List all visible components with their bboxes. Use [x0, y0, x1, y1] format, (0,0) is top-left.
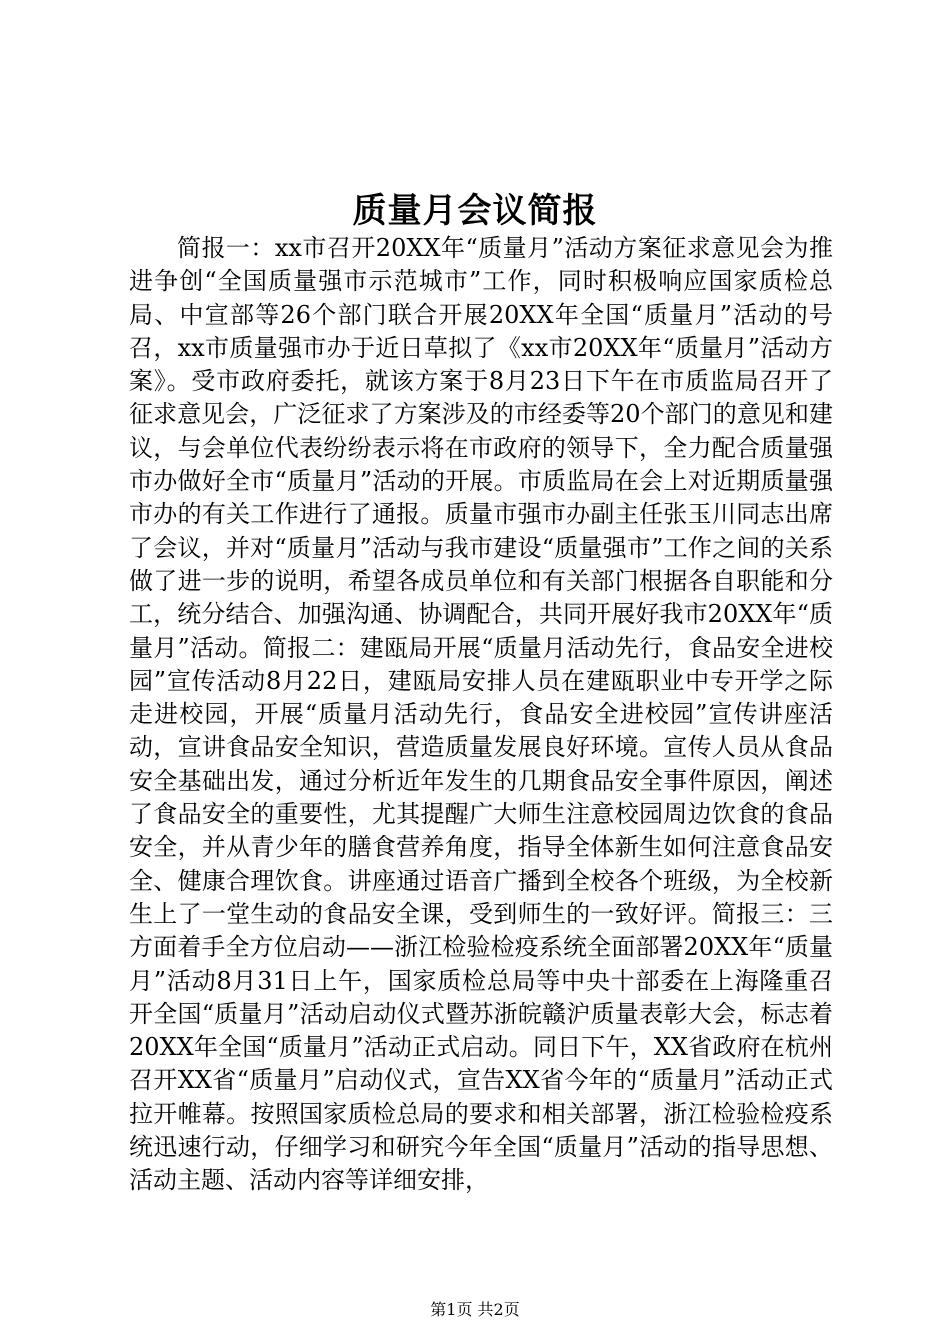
page-footer: 第1页 共2页 [430, 1300, 520, 1319]
body-paragraph: 简报一：xx市召开20XX年“质量月”活动方案征求意见会为推进争创“全国质量强市示范城市”工作，同时积极响应国家质检总局、中宣部等26个部门联合开展20XX年全国“质量月”活动的号召，xx市质量强市办于近日草拟了《xx市20XX年“质量月”活动方案》。受市政府委托，就该方案于8月23日下午在市质监局召开了征求意见会，广泛征求了方案涉及的市经委等20个部门的意见和建议，与会单位代表纷纷表示将在市政府的领导下，全力配合质量强市办做好全市“质量月”活动的开展。市质监局在会上对近期质量强市办的有关工作进行了通报。质量市强市办副主任张玉川同志出席了会议，并对“质量月”活动与我市建设“质量强市”工作之间的关系做了进一步的说明，希望各成员单位和有关部门根据各自职能和分工，统分结合、加强沟通、协调配合，共同开展好我市20XX年“质量月”活动。简报二：建瓯局开展“质量月活动先行，食品安全进校园”宣传活动8月22日，建瓯局安排人员在建瓯职业中专开学之际走进校园，开展“质量月活动先行，食品安全进校园”宣传讲座活动，宣讲食品安全知识，营造质量发展良好环境。宣传人员从食品安全基础出发，通过分析近年发生的几期食品安全事件原因，阐述了食品安全的重要性，尤其提醒广大师生注意校园周边饮食的食品安全，并从青少年的膳食营养角度，指导全体新生如何注意食品安全、健康合理饮食。讲座通过语音广播到全校各个班级，为全校新生上了一堂生动的食品安全课，受到师生的一致好评。简报三：三方面着手全方位启动——浙江检验检疫系统全面部署20XX年“质量月”活动8月31日上午，国家质检总局等中央十部委在上海隆重召开全国“质量月”活动启动仪式暨苏浙皖赣沪质量表彰大会，标志着20XX年全国“质量月”活动正式启动。同日下午，XX省政府在杭州召开XX省“质量月”启动仪式，宣告XX省今年的“质量月”活动正式拉开帷幕。按照国家质检总局的要求和相关部署，浙江检验检疫系统迅速行动，仔细学习和研究今年全国“质量月”活动的指导思想、活动主题、活动内容等详细安排， [129, 234, 833, 1195]
document-title: 质量月会议简报 [352, 191, 598, 231]
